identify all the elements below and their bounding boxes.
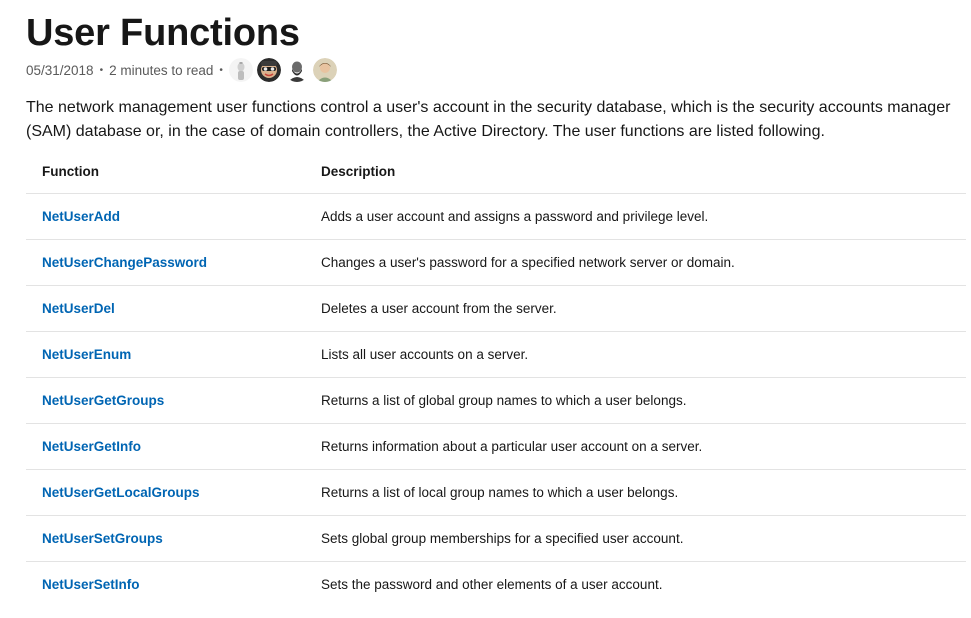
description-cell: Adds a user account and assigns a password and privilege level. bbox=[305, 194, 966, 240]
table-row bbox=[26, 562, 966, 608]
table-row bbox=[26, 378, 966, 424]
table-row bbox=[26, 424, 966, 470]
article-metadata bbox=[26, 56, 971, 84]
read-time: 2 minutes to read bbox=[109, 62, 214, 78]
function-link-netusersetinfo[interactable]: NetUserSetInfo bbox=[42, 577, 140, 592]
meta-separator: • bbox=[219, 64, 223, 76]
publish-date: 05/31/2018 bbox=[26, 62, 94, 78]
function-link-netuserenum[interactable]: NetUserEnum bbox=[42, 347, 132, 362]
contributor-avatar-2-icon[interactable] bbox=[257, 58, 281, 82]
description-cell: Lists all user accounts on a server. bbox=[305, 332, 966, 378]
table-row bbox=[26, 332, 966, 378]
intro-paragraph: The network management user functions control a user's account in the security database, which is the security accounts manager (SAM) database or, in the case of domain controllers, the Active Directory. The user functions are listed following. bbox=[26, 99, 951, 140]
function-link-netusersetgroups[interactable]: NetUserSetGroups bbox=[42, 531, 163, 546]
function-link-netusergetgroups[interactable]: NetUserGetGroups bbox=[42, 393, 165, 408]
function-link-netuserchangepassword[interactable]: NetUserChangePassword bbox=[42, 255, 208, 270]
contributor-avatar-4-icon[interactable] bbox=[313, 58, 337, 82]
table-row bbox=[26, 194, 966, 240]
table-row bbox=[26, 516, 966, 562]
column-header-function: Function bbox=[26, 149, 305, 194]
function-cell bbox=[26, 470, 305, 516]
description-cell: Deletes a user account from the server. bbox=[305, 286, 966, 332]
function-cell bbox=[26, 286, 305, 332]
function-link-netuserdel[interactable]: NetUserDel bbox=[42, 301, 115, 316]
function-link-netusergetlocalgroups[interactable]: NetUserGetLocalGroups bbox=[42, 485, 200, 500]
column-header-description: Description bbox=[305, 149, 966, 194]
table-header-row bbox=[26, 149, 966, 194]
contributors-list bbox=[229, 58, 337, 82]
page-title: User Functions bbox=[26, 12, 300, 54]
function-cell bbox=[26, 424, 305, 470]
function-cell bbox=[26, 378, 305, 424]
table-row bbox=[26, 240, 966, 286]
function-cell bbox=[26, 194, 305, 240]
function-link-netusergetinfo[interactable]: NetUserGetInfo bbox=[42, 439, 142, 454]
function-cell bbox=[26, 332, 305, 378]
description-cell: Returns a list of local group names to which a user belongs. bbox=[305, 470, 966, 516]
function-cell bbox=[26, 240, 305, 286]
meta-separator: • bbox=[99, 64, 104, 76]
user-functions-table bbox=[26, 149, 966, 607]
description-cell: Sets global group memberships for a specified user account. bbox=[305, 516, 966, 562]
description-cell: Returns a list of global group names to which a user belongs. bbox=[305, 378, 966, 424]
function-cell bbox=[26, 562, 305, 608]
description-cell: Changes a user's password for a specified network server or domain. bbox=[305, 240, 966, 286]
description-cell: Returns information about a particular user account on a server. bbox=[305, 424, 966, 470]
table-row bbox=[26, 286, 966, 332]
function-cell bbox=[26, 516, 305, 562]
contributor-avatar-1-icon[interactable] bbox=[229, 58, 253, 82]
description-cell: Sets the password and other elements of a user account. bbox=[321, 577, 663, 592]
contributor-avatar-3-icon[interactable] bbox=[285, 58, 309, 82]
function-link-netuseradd[interactable]: NetUserAdd bbox=[42, 209, 121, 224]
table-row bbox=[26, 470, 966, 516]
